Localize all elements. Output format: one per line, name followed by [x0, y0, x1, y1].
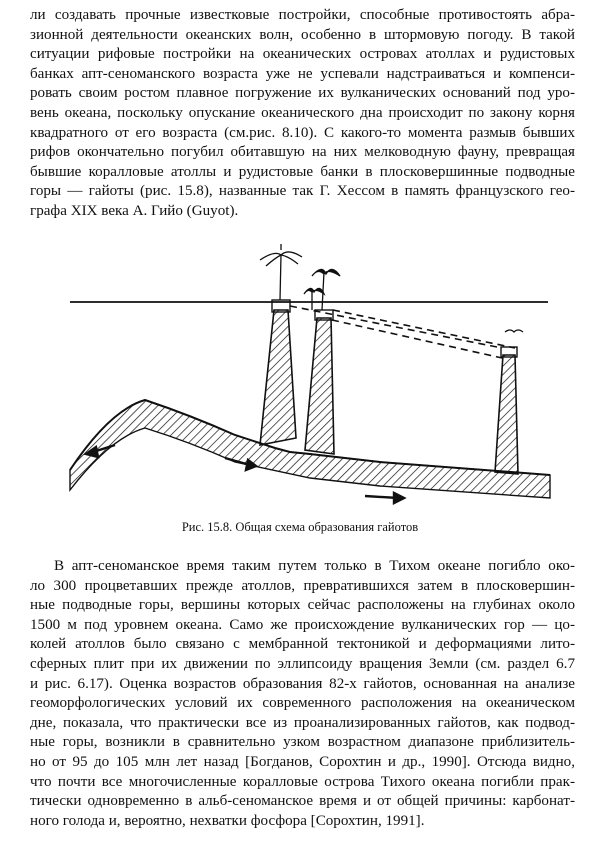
text-line: ные горы, возникли в сравнительно узком возрастном диапазоне приблизитель-: [30, 734, 575, 751]
text-line: зионной деятельности океанских волн, особенно в штормовую погоду. В такой: [30, 26, 575, 43]
subsidence-path-3: [333, 310, 515, 348]
text-line: ло 300 процветавших прежде атоллов, превратившихся затем в плосковершин-: [30, 577, 575, 594]
text-line: геоморфологических условий их современного расположения на океаническом: [30, 695, 575, 712]
subsidence-path-2: [332, 320, 502, 358]
paragraph-2: [30, 557, 575, 831]
text-line: бывшие коралловые атоллы и рудистовые банки в плосковершинные подводные: [30, 163, 575, 180]
text-line: банках апт-сеноманского возраста уже не успевали надстраиваться и компенси-: [30, 65, 575, 82]
text-line: колей атоллов было связано с мембранной тектоникой и деформациями лито-: [30, 636, 575, 653]
text-line: ли создавать прочные известковые постройки, способные противостоять абра-: [30, 7, 575, 23]
text-line: горы — гайоты (рис. 15.8), названные так Г. Хессом в память французского гео-: [30, 183, 575, 200]
text-line: графа XIX века А. Гийо (Guyot).: [30, 202, 239, 219]
volcano-1: [260, 310, 296, 445]
text-line: и рис. 6.17). Оценка возрастов образования 82-х гайотов, основанная на анализе: [30, 675, 575, 692]
text-line: дне, показала, что практически все из проанализированных гайотов, как подвод-: [30, 714, 575, 731]
text-line: квадратного от его возраста (см.рис. 8.10). С какого-то момента размыв бывших: [30, 124, 575, 141]
text-line: ного голода и, вероятно, нехватки фосфора [Сорохтин, 1991].: [30, 812, 425, 829]
text-line: ровать своим ростом плавное погружение их вулканических оснований под уро-: [30, 85, 575, 102]
text-line: ситуации рифовые постройки на океанических островах атоллах и рудистовых: [30, 46, 575, 63]
text-line: что почти все многочисленные коралловые острова Тихого океана погибли прак-: [30, 773, 575, 790]
paragraph-1: [30, 6, 575, 222]
guyot-formation-diagram: [60, 240, 560, 520]
bird-icon: [505, 330, 523, 332]
text-line: рифов окончательно погубил обитавшую на них мелководную фауну, превращая: [30, 144, 575, 161]
palm-tree-icon: [260, 244, 302, 300]
text-line: вень океана, поскольку опускание океанического дна происходит по закону корня: [30, 104, 575, 121]
text-line: ные подводные горы, вершины которых сейчас расположены на глубинах около: [30, 597, 575, 614]
figure-caption: Рис. 15.8. Общая схема образования гайотов: [181, 520, 419, 534]
text-line: тически одновременно в альб-сеноманское время и от общей причины: карбонат-: [30, 793, 575, 810]
volcano-2: [305, 318, 334, 454]
palm-trees-icon: [304, 269, 340, 310]
text-line: сферных плит при их движении по эллипсоиду вращения Земли (см. раздел 6.7: [30, 655, 575, 672]
text-line: 1500 м под уровнем океана. Само же происхождение вулканических гор — цо-: [30, 616, 575, 633]
text-line: В апт-сеноманское время таким путем только в Тихом океане погибло око-: [54, 558, 575, 574]
volcano-3-guyot: [495, 355, 518, 474]
text-line: но от 95 до 105 млн лет назад [Богданов, Сорохтин и др., 1990]. Отсюда видно,: [30, 753, 575, 770]
